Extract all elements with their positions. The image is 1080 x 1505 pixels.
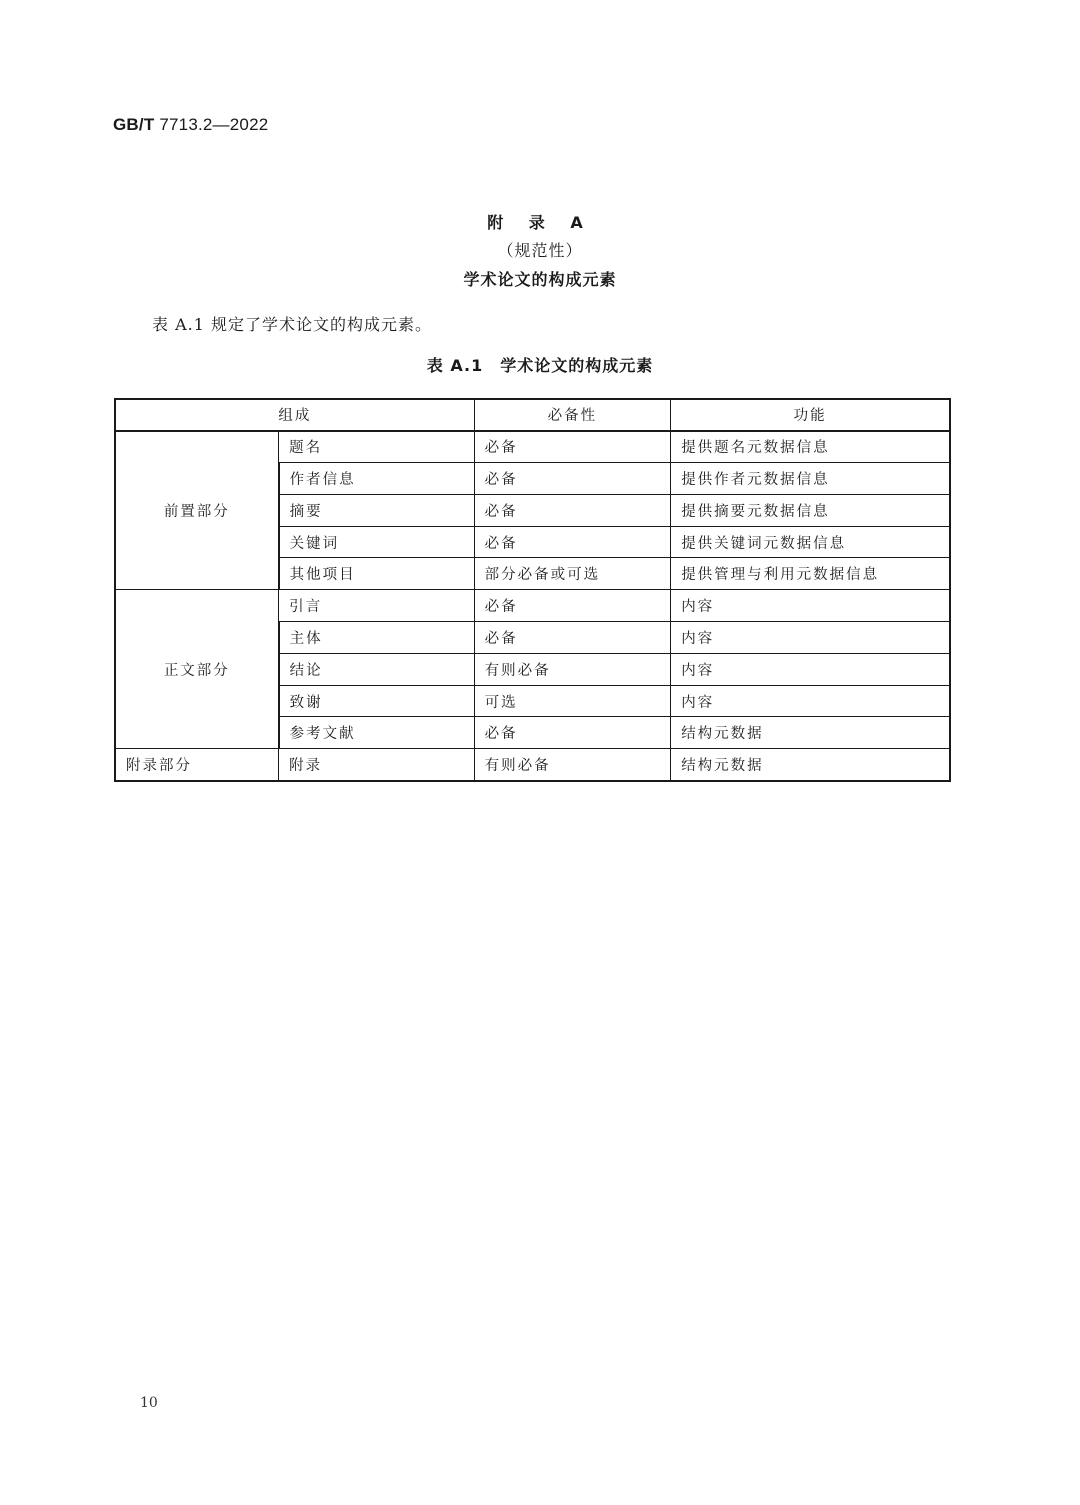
group-name-cell: 附录部分 (115, 749, 279, 781)
header-necessity: 必备性 (474, 399, 671, 431)
element-cell: 作者信息 (279, 463, 475, 495)
group-name-cell: 正文部分 (115, 590, 279, 749)
header-function: 功能 (671, 399, 950, 431)
intro-paragraph: 表 A.1 规定了学术论文的构成元素。 (152, 315, 432, 334)
function-cell: 提供题名元数据信息 (671, 431, 950, 463)
appendix-type: （规范性） (497, 241, 583, 260)
necessity-cell: 必备 (474, 526, 671, 558)
function-cell: 内容 (671, 653, 950, 685)
element-cell: 摘要 (279, 494, 475, 526)
necessity-cell: 有则必备 (474, 749, 671, 781)
table-row (115, 749, 950, 781)
group-name-cell: 前置部分 (115, 431, 279, 590)
element-cell: 结论 (279, 653, 475, 685)
table-body (115, 431, 950, 781)
necessity-cell: 有则必备 (474, 653, 671, 685)
function-cell: 提供摘要元数据信息 (671, 494, 950, 526)
standard-prefix: GB/T (113, 115, 155, 134)
standard-number: 7713.2—2022 (159, 115, 269, 134)
necessity-cell: 必备 (474, 463, 671, 495)
function-cell: 提供作者元数据信息 (671, 463, 950, 495)
element-cell: 题名 (279, 431, 475, 463)
element-cell: 主体 (279, 622, 475, 654)
function-cell: 内容 (671, 685, 950, 717)
function-cell: 内容 (671, 590, 950, 622)
element-cell: 引言 (279, 590, 475, 622)
necessity-cell: 必备 (474, 717, 671, 749)
element-cell: 致谢 (279, 685, 475, 717)
table-row (115, 431, 950, 463)
standard-code (113, 115, 268, 135)
table-header-row (115, 399, 950, 431)
function-cell: 结构元数据 (671, 749, 950, 781)
element-cell: 附录 (279, 749, 475, 781)
element-cell: 其他项目 (279, 558, 475, 590)
necessity-cell: 必备 (474, 622, 671, 654)
necessity-cell: 部分必备或可选 (474, 558, 671, 590)
necessity-cell: 必备 (474, 494, 671, 526)
table-row (115, 590, 950, 622)
function-cell: 结构元数据 (671, 717, 950, 749)
necessity-cell: 必备 (474, 590, 671, 622)
page-number: 10 (140, 1395, 158, 1411)
appendix-title: 学术论文的构成元素 (463, 270, 617, 289)
function-cell: 提供管理与利用元数据信息 (671, 558, 950, 590)
appendix-heading: 附 录 A (487, 213, 593, 232)
element-cell: 参考文献 (279, 717, 475, 749)
element-cell: 关键词 (279, 526, 475, 558)
elements-table (114, 398, 951, 782)
function-cell: 提供关键词元数据信息 (671, 526, 950, 558)
necessity-cell: 必备 (474, 431, 671, 463)
necessity-cell: 可选 (474, 685, 671, 717)
table-caption: 表 A.1 学术论文的构成元素 (426, 356, 654, 375)
function-cell: 内容 (671, 622, 950, 654)
header-composition: 组成 (115, 399, 474, 431)
